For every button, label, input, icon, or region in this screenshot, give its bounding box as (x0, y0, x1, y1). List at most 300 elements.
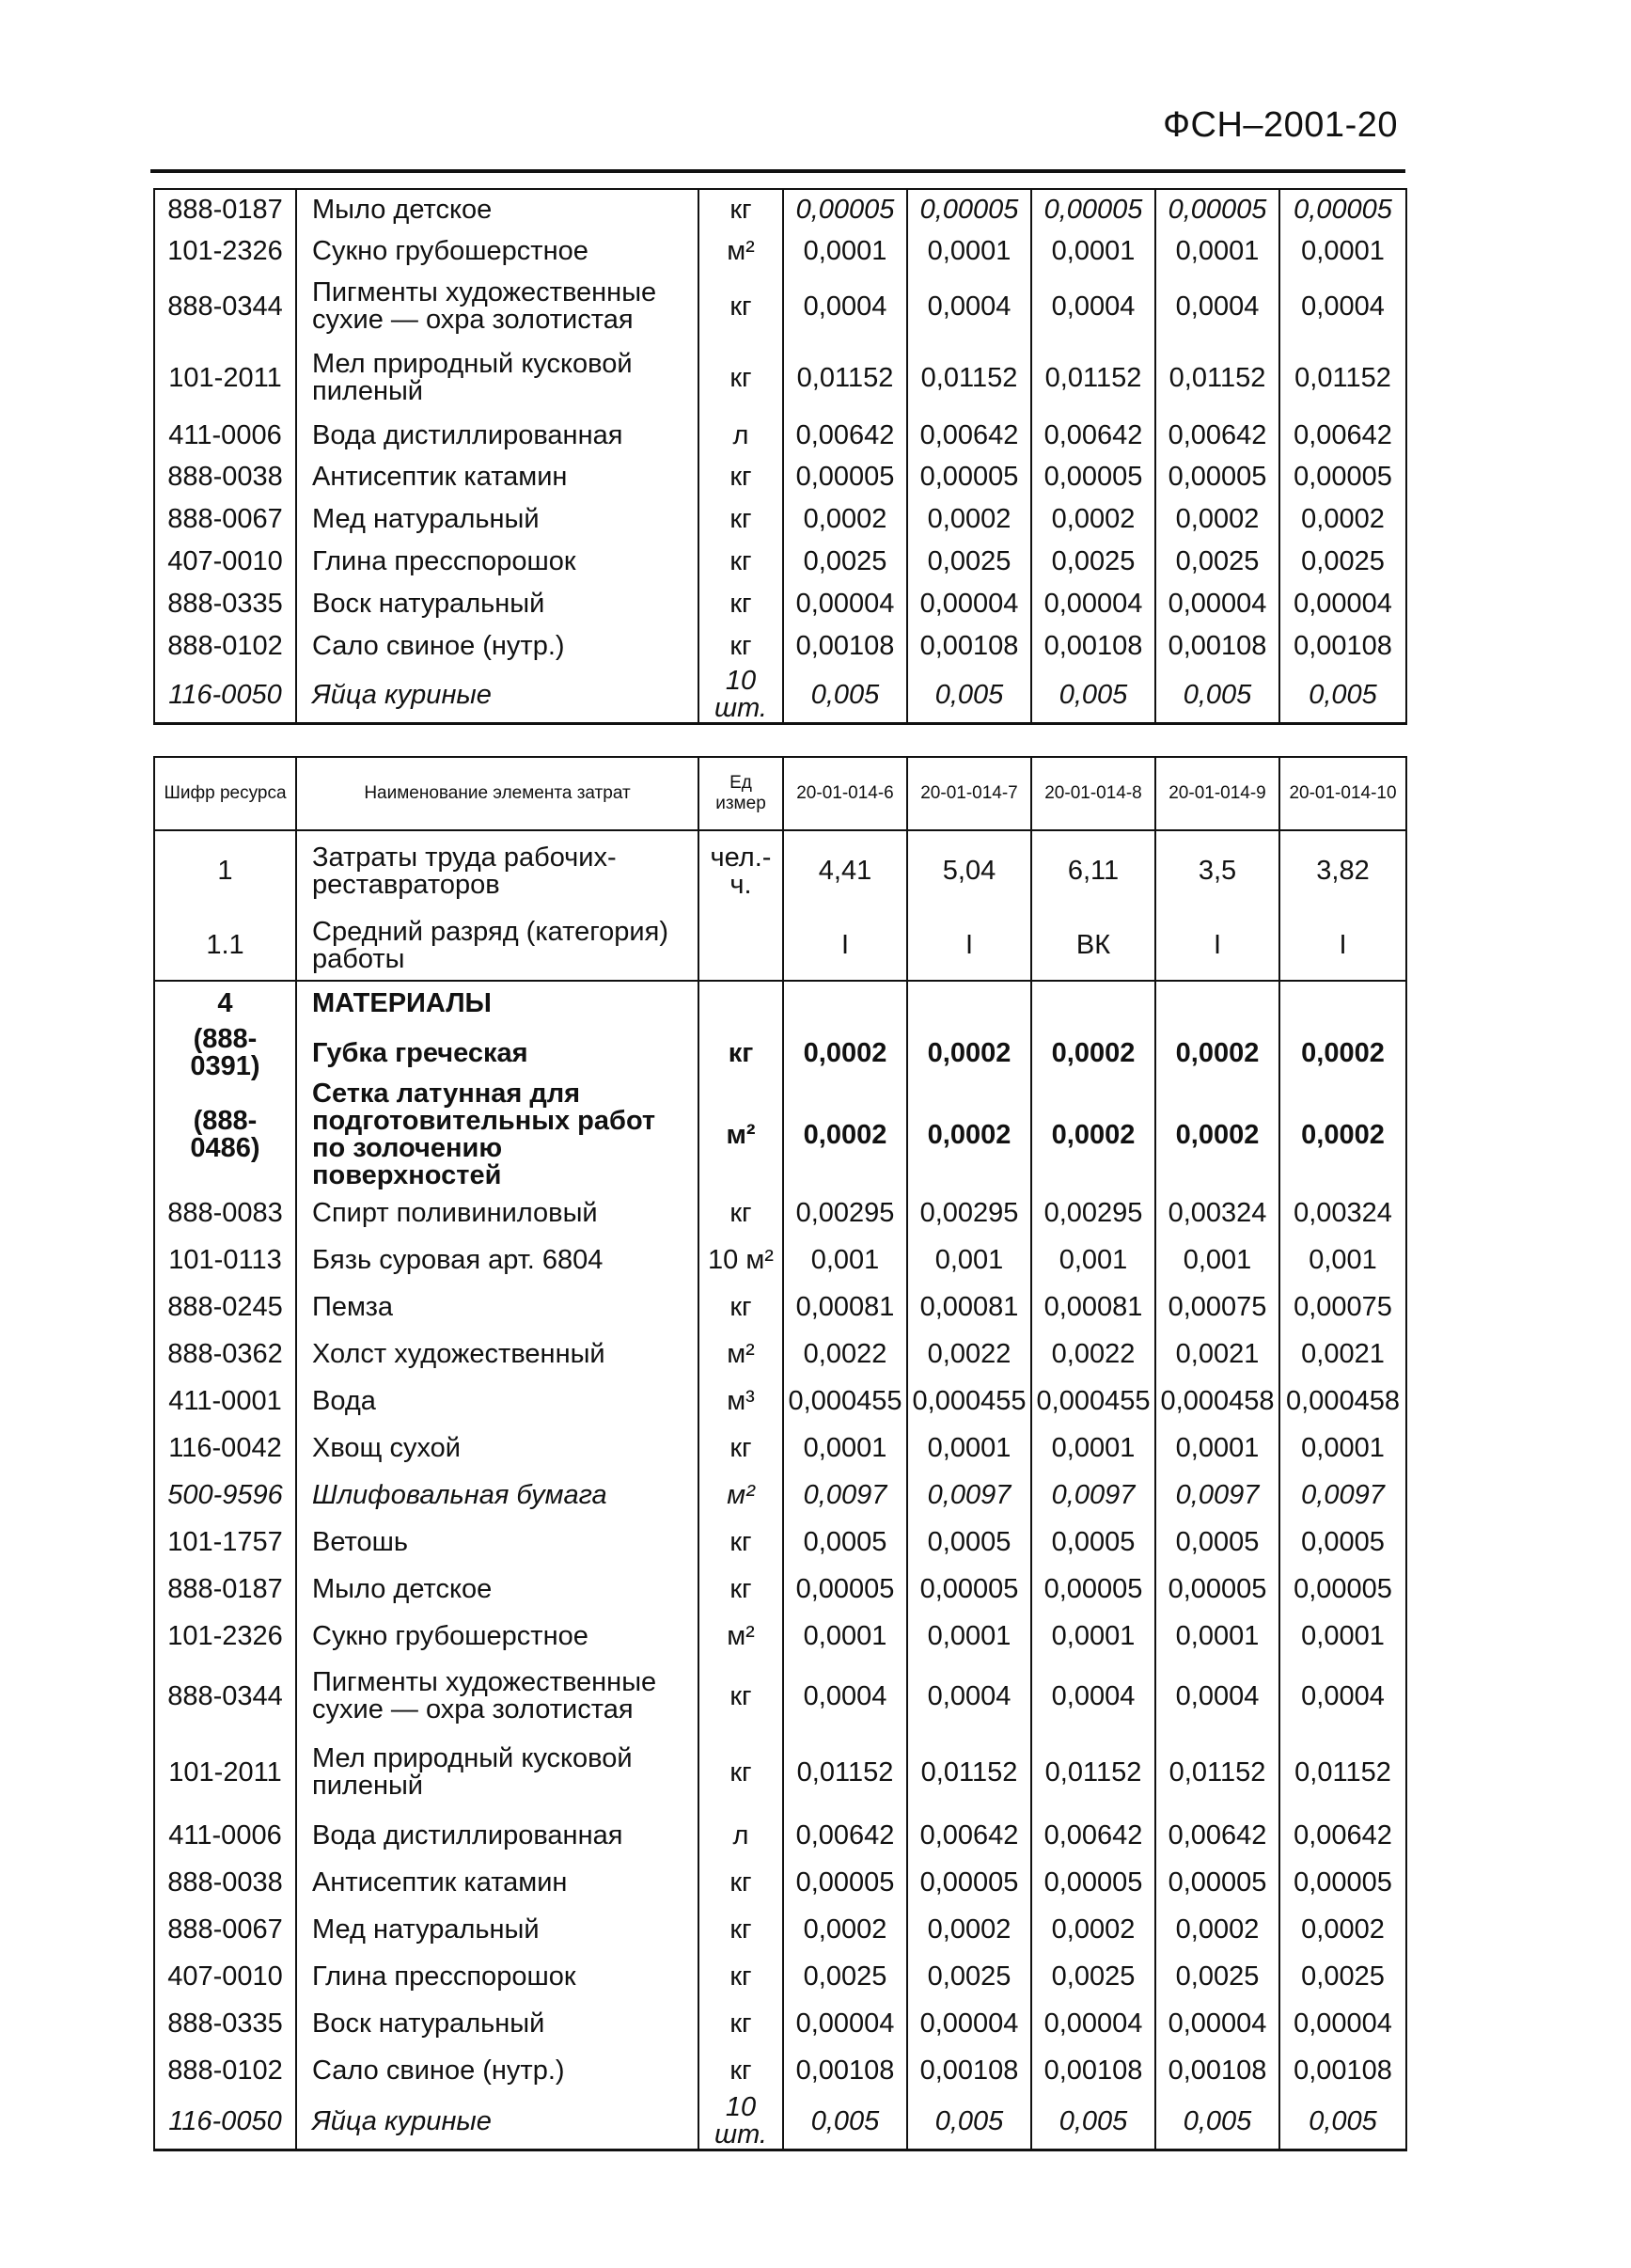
norm-value: I (907, 911, 1031, 981)
norm-value: ВК (1031, 911, 1155, 981)
norm-value: 0,0001 (1279, 1425, 1406, 1472)
element-name: Глина пресспорошок (296, 1953, 698, 2000)
norm-value: 0,00108 (1155, 2047, 1279, 2094)
norm-value: I (1279, 911, 1406, 981)
norm-value: 0,0002 (1279, 498, 1406, 541)
norm-value: 0,005 (783, 2094, 907, 2150)
unit: кг (698, 1189, 783, 1236)
norm-value: 0,00004 (1155, 2000, 1279, 2047)
norm-value: 0,005 (783, 668, 907, 724)
table-row (154, 583, 1406, 625)
norm-value: 0,00005 (783, 1859, 907, 1906)
resource-code: 411-0001 (154, 1378, 296, 1425)
norm-value: 0,0001 (907, 1425, 1031, 1472)
norm-value: 0,0001 (1155, 1425, 1279, 1472)
norm-value: 0,00005 (907, 1859, 1031, 1906)
norm-value: 0,0025 (1279, 541, 1406, 583)
norm-value (907, 981, 1031, 1026)
resource-table (153, 756, 1407, 2151)
unit: кг (698, 625, 783, 668)
norm-value: 0,0001 (783, 230, 907, 272)
norm-value: 0,00081 (1031, 1284, 1155, 1331)
norm-value: 0,00005 (1279, 1859, 1406, 1906)
norm-value: 0,01152 (1155, 341, 1279, 415)
element-name: Вода дистиллированная (296, 415, 698, 456)
norm-value: 0,005 (907, 668, 1031, 724)
norm-value: 0,01152 (1031, 1733, 1155, 1812)
unit: кг (698, 1733, 783, 1812)
resource-code: 411-0006 (154, 415, 296, 456)
norm-value: 0,000458 (1279, 1378, 1406, 1425)
table-row (154, 272, 1406, 341)
unit: м³ (698, 1378, 783, 1425)
norm-value: 0,0025 (1279, 1953, 1406, 2000)
resource-code: 101-1757 (154, 1519, 296, 1566)
norm-value: 0,0004 (907, 1660, 1031, 1733)
norm-value: 0,0004 (1031, 1660, 1155, 1733)
header-unit: Ед измер (698, 757, 783, 830)
norm-value: 0,0001 (1155, 1613, 1279, 1660)
unit: кг (698, 1284, 783, 1331)
norm-value: 0,00004 (783, 2000, 907, 2047)
unit: кг (698, 272, 783, 341)
unit (698, 911, 783, 981)
element-name: Мыло детское (296, 189, 698, 230)
norm-value: 0,00005 (783, 1566, 907, 1613)
resource-code: 101-2326 (154, 230, 296, 272)
table-row (154, 415, 1406, 456)
header-norm-5: 20-01-014-10 (1279, 757, 1406, 830)
norm-value: 0,0025 (783, 541, 907, 583)
norm-value: 0,00004 (1031, 583, 1155, 625)
norm-value: 3,5 (1155, 830, 1279, 911)
table-row (154, 1906, 1406, 1953)
norm-value: 0,0004 (907, 272, 1031, 341)
norm-value: 0,00005 (907, 456, 1031, 498)
table-row (154, 911, 1406, 981)
norm-value: 0,000455 (783, 1378, 907, 1425)
norm-value: 0,00005 (1155, 456, 1279, 498)
norm-value: I (783, 911, 907, 981)
element-name: Воск натуральный (296, 583, 698, 625)
norm-value: 0,00005 (783, 456, 907, 498)
resource-code: 888-0344 (154, 272, 296, 341)
unit: кг (698, 1566, 783, 1613)
element-name: Мед натуральный (296, 498, 698, 541)
table-row (154, 625, 1406, 668)
norm-value: 0,0025 (783, 1953, 907, 2000)
table-row (154, 668, 1406, 724)
table-row (154, 498, 1406, 541)
norm-value: 0,0001 (783, 1425, 907, 1472)
table-row (154, 1284, 1406, 1331)
resource-code: 888-0038 (154, 1859, 296, 1906)
norm-value: 0,01152 (907, 1733, 1031, 1812)
header-norm-3: 20-01-014-8 (1031, 757, 1155, 830)
resource-code: 888-0245 (154, 1284, 296, 1331)
table-row (154, 1733, 1406, 1812)
norm-value: 0,00081 (783, 1284, 907, 1331)
norm-value: 0,00642 (1031, 1812, 1155, 1859)
header-norm-2: 20-01-014-7 (907, 757, 1031, 830)
element-name: Антисептик катамин (296, 1859, 698, 1906)
resource-code: (888-0391) (154, 1026, 296, 1080)
norm-value: 0,00324 (1155, 1189, 1279, 1236)
norm-value: 0,00642 (783, 415, 907, 456)
norm-value (1279, 981, 1406, 1026)
norm-value: 0,00108 (1155, 625, 1279, 668)
norm-value: 0,00005 (907, 1566, 1031, 1613)
norm-value: 0,0025 (907, 1953, 1031, 2000)
norm-value: 0,0002 (1279, 1906, 1406, 1953)
unit: чел.-ч. (698, 830, 783, 911)
resource-code: 411-0006 (154, 1812, 296, 1859)
norm-value: 0,0022 (783, 1331, 907, 1378)
page-code: ФСН–2001-20 (1163, 105, 1398, 145)
norm-value: 4,41 (783, 830, 907, 911)
element-name: Мел природный кусковой пиленый (296, 341, 698, 415)
resource-code: 888-0102 (154, 625, 296, 668)
norm-value: 0,00642 (1031, 415, 1155, 456)
norm-value: 0,01152 (1279, 341, 1406, 415)
element-name: Сало свиное (нутр.) (296, 625, 698, 668)
resource-table-continuation (153, 188, 1407, 725)
norm-value: 0,0005 (1031, 1519, 1155, 1566)
norm-value: 0,0002 (1155, 1906, 1279, 1953)
norm-value: 0,0004 (1031, 272, 1155, 341)
element-name: Глина пресспорошок (296, 541, 698, 583)
norm-value: 0,00004 (783, 583, 907, 625)
element-name: Яйца куриные (296, 2094, 698, 2150)
table-row (154, 1378, 1406, 1425)
table-row (154, 230, 1406, 272)
norm-value: 0,0004 (1155, 272, 1279, 341)
norm-value: 0,0001 (1031, 1613, 1155, 1660)
unit: кг (698, 1953, 783, 2000)
norm-value: 0,0025 (1031, 1953, 1155, 2000)
table-row (154, 981, 1406, 1026)
norm-value: 0,01152 (1155, 1733, 1279, 1812)
norm-value: 0,0002 (783, 498, 907, 541)
norm-value: 0,00642 (1155, 1812, 1279, 1859)
resource-code: (888-0486) (154, 1080, 296, 1189)
norm-value: 0,00075 (1155, 1284, 1279, 1331)
unit: л (698, 415, 783, 456)
unit: м² (698, 230, 783, 272)
resource-code: 888-0067 (154, 498, 296, 541)
norm-value: 0,00005 (1279, 456, 1406, 498)
norm-value: 6,11 (1031, 830, 1155, 911)
norm-value: 0,00075 (1279, 1284, 1406, 1331)
table-row (154, 1472, 1406, 1519)
norm-value: 0,005 (1155, 668, 1279, 724)
unit: кг (698, 456, 783, 498)
unit: кг (698, 341, 783, 415)
norm-value: 0,000455 (1031, 1378, 1155, 1425)
norm-value: 0,00108 (907, 2047, 1031, 2094)
resource-code: 888-0187 (154, 1566, 296, 1613)
norm-value: 0,00005 (1279, 189, 1406, 230)
norm-value: 0,0021 (1279, 1331, 1406, 1378)
table-row (154, 1953, 1406, 2000)
norm-value (1155, 981, 1279, 1026)
resource-code: 500-9596 (154, 1472, 296, 1519)
norm-value: 0,0002 (783, 1906, 907, 1953)
norm-value: 0,0005 (783, 1519, 907, 1566)
unit: м² (698, 1613, 783, 1660)
element-name: Мед натуральный (296, 1906, 698, 1953)
element-name: Шлифовальная бумага (296, 1472, 698, 1519)
norm-value: 0,0001 (1279, 230, 1406, 272)
norm-value: 0,00642 (1155, 415, 1279, 456)
table-row (154, 1425, 1406, 1472)
unit: кг (698, 1906, 783, 1953)
norm-value: 0,00108 (1279, 625, 1406, 668)
norm-value: 0,0002 (1155, 1026, 1279, 1080)
table-row (154, 2094, 1406, 2150)
table-row (154, 1613, 1406, 1660)
norm-value: 0,01152 (1279, 1733, 1406, 1812)
norm-value: 0,001 (1155, 1236, 1279, 1284)
norm-value: 0,0001 (1031, 230, 1155, 272)
unit: 10 м² (698, 1236, 783, 1284)
unit: 10 шт. (698, 2094, 783, 2150)
table-row (154, 1812, 1406, 1859)
norm-value: 0,00005 (1031, 1859, 1155, 1906)
unit: м² (698, 1472, 783, 1519)
resource-code: 888-0362 (154, 1331, 296, 1378)
norm-value: 0,00108 (783, 2047, 907, 2094)
norm-value: 0,0002 (907, 498, 1031, 541)
unit: кг (698, 1425, 783, 1472)
unit: кг (698, 583, 783, 625)
norm-value: 0,0002 (907, 1026, 1031, 1080)
norm-value: 0,00004 (1279, 2000, 1406, 2047)
resource-code: 4 (154, 981, 296, 1026)
norm-value: 0,005 (907, 2094, 1031, 2150)
resource-code: 116-0050 (154, 2094, 296, 2150)
norm-value: 0,0097 (783, 1472, 907, 1519)
norm-value: 0,01152 (1031, 341, 1155, 415)
norm-value: 0,0001 (907, 230, 1031, 272)
header-norm-1: 20-01-014-6 (783, 757, 907, 830)
table-row (154, 1660, 1406, 1733)
norm-value (1031, 981, 1155, 1026)
norm-value: 0,0002 (1031, 1026, 1155, 1080)
header-rule (150, 169, 1405, 173)
norm-value: 0,01152 (783, 1733, 907, 1812)
norm-value: 0,00642 (907, 415, 1031, 456)
norm-value: 0,01152 (783, 341, 907, 415)
norm-value: 0,0002 (1031, 1906, 1155, 1953)
norm-value: 0,0025 (1155, 541, 1279, 583)
norm-value: 0,005 (1279, 2094, 1406, 2150)
norm-value: 0,00295 (1031, 1189, 1155, 1236)
norm-value: 0,0002 (907, 1080, 1031, 1189)
resource-code: 888-0335 (154, 2000, 296, 2047)
element-name: Затраты труда рабочих-реставраторов (296, 830, 698, 911)
norm-value: 0,001 (1279, 1236, 1406, 1284)
element-name: Спирт поливиниловый (296, 1189, 698, 1236)
norm-value: 0,00005 (1279, 1566, 1406, 1613)
resource-code: 888-0067 (154, 1906, 296, 1953)
norm-value: 0,00005 (907, 189, 1031, 230)
table-row (154, 1026, 1406, 1080)
table-row (154, 2000, 1406, 2047)
norm-value: 0,0097 (907, 1472, 1031, 1519)
resource-code: 101-2011 (154, 341, 296, 415)
norm-value (783, 981, 907, 1026)
header-element-name: Наименование элемента затрат (296, 757, 698, 830)
table-row (154, 541, 1406, 583)
table-row (154, 1189, 1406, 1236)
table-row (154, 830, 1406, 911)
element-name: Мыло детское (296, 1566, 698, 1613)
norm-value: 0,00005 (783, 189, 907, 230)
norm-value: 0,0022 (1031, 1331, 1155, 1378)
norm-value: 0,0097 (1155, 1472, 1279, 1519)
norm-value: 0,00108 (783, 625, 907, 668)
norm-value: 0,00295 (907, 1189, 1031, 1236)
element-name: Мел природный кусковой пиленый (296, 1733, 698, 1812)
table-row (154, 1236, 1406, 1284)
unit: м² (698, 1331, 783, 1378)
norm-value: 0,0005 (907, 1519, 1031, 1566)
norm-value: 0,00642 (1279, 1812, 1406, 1859)
unit: кг (698, 1519, 783, 1566)
norm-value: 0,005 (1155, 2094, 1279, 2150)
norm-value: 0,00004 (1279, 583, 1406, 625)
norm-value: 0,00108 (1031, 2047, 1155, 2094)
element-name: Ветошь (296, 1519, 698, 1566)
norm-value: 0,00642 (783, 1812, 907, 1859)
table-row (154, 189, 1406, 230)
element-name: Яйца куриные (296, 668, 698, 724)
norm-value: 0,00642 (1279, 415, 1406, 456)
norm-value: 0,0022 (907, 1331, 1031, 1378)
table-row (154, 1566, 1406, 1613)
unit: л (698, 1812, 783, 1859)
unit: кг (698, 1026, 783, 1080)
norm-value: 0,00642 (907, 1812, 1031, 1859)
unit: кг (698, 189, 783, 230)
norm-value: 0,0002 (1155, 498, 1279, 541)
norm-value: 0,0004 (1279, 1660, 1406, 1733)
norm-value: 0,0002 (1031, 498, 1155, 541)
norm-value: 0,005 (1031, 668, 1155, 724)
norm-value: I (1155, 911, 1279, 981)
norm-value: 0,00004 (907, 583, 1031, 625)
norm-value: 0,00004 (907, 2000, 1031, 2047)
norm-value: 0,0002 (1279, 1080, 1406, 1189)
norm-value: 0,000455 (907, 1378, 1031, 1425)
element-name: Вода (296, 1378, 698, 1425)
table-row (154, 341, 1406, 415)
norm-value: 0,0002 (1031, 1080, 1155, 1189)
norm-value: 0,00004 (1031, 2000, 1155, 2047)
norm-value: 0,0004 (1279, 272, 1406, 341)
norm-value: 0,0021 (1155, 1331, 1279, 1378)
element-name: Сетка латунная для подготовительных работ по золочению поверхностей (296, 1080, 698, 1189)
unit (698, 981, 783, 1026)
norm-value: 0,0002 (907, 1906, 1031, 1953)
norm-value: 0,00004 (1155, 583, 1279, 625)
unit: кг (698, 1660, 783, 1733)
unit: кг (698, 498, 783, 541)
norm-value: 0,0097 (1031, 1472, 1155, 1519)
element-name: Пигменты художественные сухие — охра золотистая (296, 1660, 698, 1733)
norm-value: 0,0097 (1279, 1472, 1406, 1519)
resource-code: 116-0050 (154, 668, 296, 724)
norm-value: 0,0004 (783, 1660, 907, 1733)
norm-value: 0,0004 (1155, 1660, 1279, 1733)
norm-value: 0,005 (1279, 668, 1406, 724)
table-row (154, 1519, 1406, 1566)
element-name: Сало свиное (нутр.) (296, 2047, 698, 2094)
norm-value: 0,0001 (1031, 1425, 1155, 1472)
element-name: Сукно грубошерстное (296, 1613, 698, 1660)
norm-value: 0,0025 (907, 541, 1031, 583)
norm-value: 0,001 (1031, 1236, 1155, 1284)
resource-code: 888-0083 (154, 1189, 296, 1236)
header-resource-code: Шифр ресурса (154, 757, 296, 830)
element-name: МАТЕРИАЛЫ (296, 981, 698, 1026)
norm-value: 0,0005 (1279, 1519, 1406, 1566)
norm-value: 0,0004 (783, 272, 907, 341)
resource-code: 116-0042 (154, 1425, 296, 1472)
resource-code: 888-0038 (154, 456, 296, 498)
element-name: Антисептик катамин (296, 456, 698, 498)
element-name: Хвощ сухой (296, 1425, 698, 1472)
resource-code: 101-2011 (154, 1733, 296, 1812)
norm-value: 0,0005 (1155, 1519, 1279, 1566)
resource-code: 1 (154, 830, 296, 911)
unit: кг (698, 541, 783, 583)
norm-value: 0,0001 (1155, 230, 1279, 272)
resource-code: 101-0113 (154, 1236, 296, 1284)
norm-value: 0,001 (907, 1236, 1031, 1284)
resource-code: 888-0187 (154, 189, 296, 230)
norm-value: 0,001 (783, 1236, 907, 1284)
header-norm-4: 20-01-014-9 (1155, 757, 1279, 830)
norm-value: 0,0002 (1279, 1026, 1406, 1080)
element-name: Пигменты художественные сухие — охра золотистая (296, 272, 698, 341)
norm-value: 0,00005 (1155, 1859, 1279, 1906)
element-name: Вода дистиллированная (296, 1812, 698, 1859)
element-name: Сукно грубошерстное (296, 230, 698, 272)
norm-value: 0,00108 (1279, 2047, 1406, 2094)
norm-value: 0,00108 (907, 625, 1031, 668)
unit: м² (698, 1080, 783, 1189)
element-name: Губка греческая (296, 1026, 698, 1080)
table-row (154, 1331, 1406, 1378)
unit: кг (698, 2047, 783, 2094)
norm-value: 0,00005 (1031, 1566, 1155, 1613)
norm-value: 0,0002 (783, 1080, 907, 1189)
unit: кг (698, 2000, 783, 2047)
resource-code: 1.1 (154, 911, 296, 981)
unit: кг (698, 1859, 783, 1906)
unit: 10 шт. (698, 668, 783, 724)
resource-code: 888-0335 (154, 583, 296, 625)
norm-value: 0,01152 (907, 341, 1031, 415)
resource-code: 407-0010 (154, 541, 296, 583)
norm-value: 0,0002 (783, 1026, 907, 1080)
norm-value: 0,0001 (1279, 1613, 1406, 1660)
norm-value: 0,00005 (1155, 189, 1279, 230)
table-row (154, 456, 1406, 498)
norm-value: 0,0025 (1155, 1953, 1279, 2000)
